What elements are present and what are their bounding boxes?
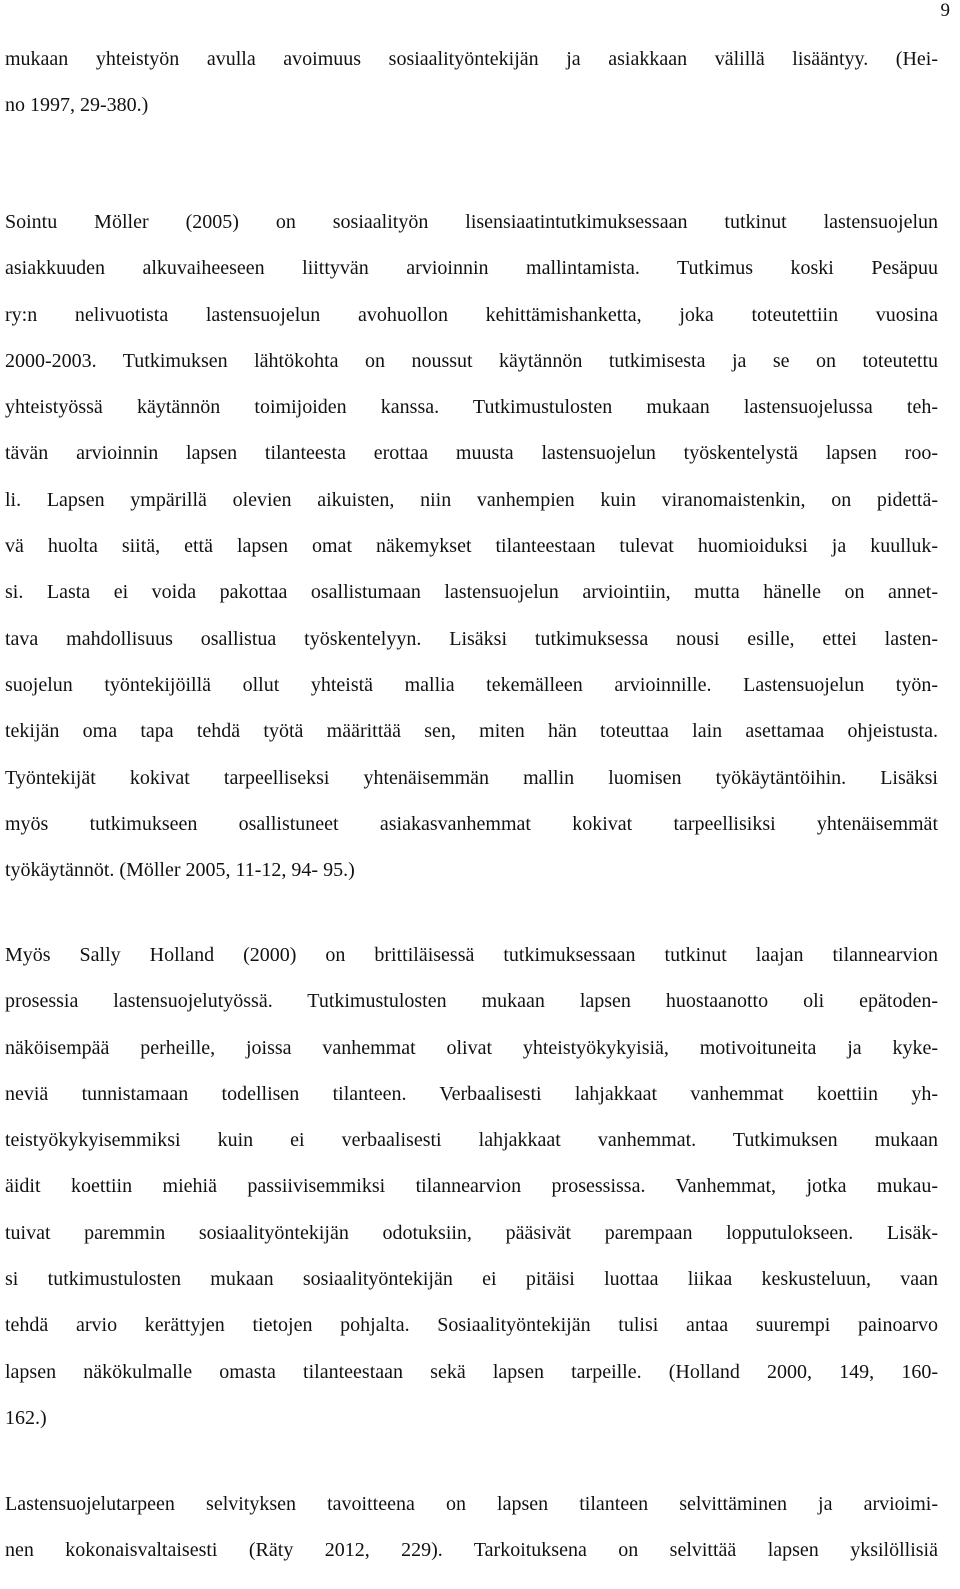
text-line: tuivat paremmin sosiaalityöntekijän odotuksiin, pääsivät parempaan lopputulokseen. Lisäk- [5, 1221, 938, 1244]
text-line: suojelun työntekijöillä ollut yhteistä mallia tekemälleen arvioinnille. Lastensuojelun työn- [5, 673, 938, 696]
text-line: Myös Sally Holland (2000) on brittiläisessä tutkimuksessaan tutkinut laajan tilannearvion [5, 944, 938, 966]
text-line: 2000-2003. Tutkimuksen lähtökohta on noussut käytännön tutkimisesta ja se on toteutettu [5, 349, 938, 372]
text-line: yhteistyössä käytännön toimijoiden kanssa. Tutkimustulosten mukaan lastensuojelussa teh- [5, 396, 938, 419]
text-line: tava mahdollisuus osallistua työskentelyyn. Lisäksi tutkimuksessa nousi esille, ettei lasten- [5, 627, 938, 650]
text-line: äidit koettiin miehiä passiivisemmiksi tilannearvion prosessissa. Vanhemmat, jotka mukau- [5, 1175, 938, 1198]
text-line: ry:n nelivuotista lastensuojelun avohuollon kehittämishanketta, joka toteutettiin vuosina [5, 303, 938, 326]
paragraph-holland [5, 932, 938, 1441]
text-line: teistyökykyisemmiksi kuin ei verbaalisesti lahjakkaat vanhemmat. Tutkimuksen mukaan [5, 1129, 938, 1152]
text-line: si tutkimustulosten mukaan sosiaalityöntekijän ei pitäisi luottaa liikaa keskusteluun, vaan [5, 1268, 938, 1291]
paragraph-moller [5, 199, 938, 893]
text-line: si. Lasta ei voida pakottaa osallistumaan lastensuojelun arviointiin, mutta hänelle on annet- [5, 581, 938, 604]
text-line: näköisempää perheille, joissa vanhemmat olivat yhteistyökykyisiä, motivoituneita ja kyke- [5, 1036, 938, 1059]
page-number: 9 [940, 0, 950, 21]
text-line: prosessia lastensuojelutyössä. Tutkimustulosten mukaan lapsen huostaanotto oli epätoden- [5, 990, 938, 1013]
text-line: neviä tunnistamaan todellisen tilanteen. Verbaalisesti lahjakkaat vanhemmat koettiin yh- [5, 1082, 938, 1105]
text-line: työkäytännöt. (Möller 2005, 11-12, 94- 95.) [5, 859, 355, 882]
text-line: tekijän oma tapa tehdä työtä määrittää sen, miten hän toteuttaa lain asettamaa ohjeistusta. [5, 720, 938, 743]
text-line: no 1997, 29-380.) [5, 94, 149, 117]
text-line: 162.) [5, 1406, 47, 1429]
text-line: lapsen näkökulmalle omasta tilanteestaan sekä lapsen tarpeille. (Holland 2000, 149, 160- [5, 1360, 938, 1383]
text-line: vä huolta siitä, että lapsen omat näkemykset tilanteestaan tulevat huomioiduksi ja kuulluk- [5, 535, 938, 558]
text-line: nen kokonaisvaltaisesti (Räty 2012, 229). Tarkoituksena on selvittää lapsen yksilöllisiä [5, 1539, 938, 1562]
text-line: li. Lapsen ympärillä olevien aikuisten, niin vanhempien kuin viranomaistenkin, on pidettä- [5, 488, 938, 511]
text-line: asiakkuuden alkuvaiheeseen liittyvän arvioinnin mallintamista. Tutkimus koski Pesäpuu [5, 257, 938, 280]
paragraph-heino-citation [5, 36, 938, 129]
paragraph-lastensuojelutarpeen-selvitys [5, 1481, 938, 1574]
text-line: Sointu Möller (2005) on sosiaalityön lisensiaatintutkimuksessaan tutkinut lastensuojelun [5, 211, 938, 233]
text-line: Työntekijät kokivat tarpeelliseksi yhtenäisemmän mallin luomisen työkäytäntöihin. Lisäksi [5, 766, 938, 789]
text-line: Lastensuojelutarpeen selvityksen tavoitteena on lapsen tilanteen selvittäminen ja arvioimi- [5, 1493, 938, 1515]
text-line: tehdä arvio kerättyjen tietojen pohjalta. Sosiaalityöntekijän tulisi antaa suurempi painoarvo [5, 1314, 938, 1337]
text-line: tävän arvioinnin lapsen tilanteesta erottaa muusta lastensuojelun työskentelystä lapsen roo- [5, 442, 938, 465]
text-line: mukaan yhteistyön avulla avoimuus sosiaalityöntekijän ja asiakkaan välillä lisääntyy. (Hei- [5, 48, 938, 70]
text-line: myös tutkimukseen osallistuneet asiakasvanhemmat kokivat tarpeellisiksi yhtenäisemmät [5, 812, 938, 835]
